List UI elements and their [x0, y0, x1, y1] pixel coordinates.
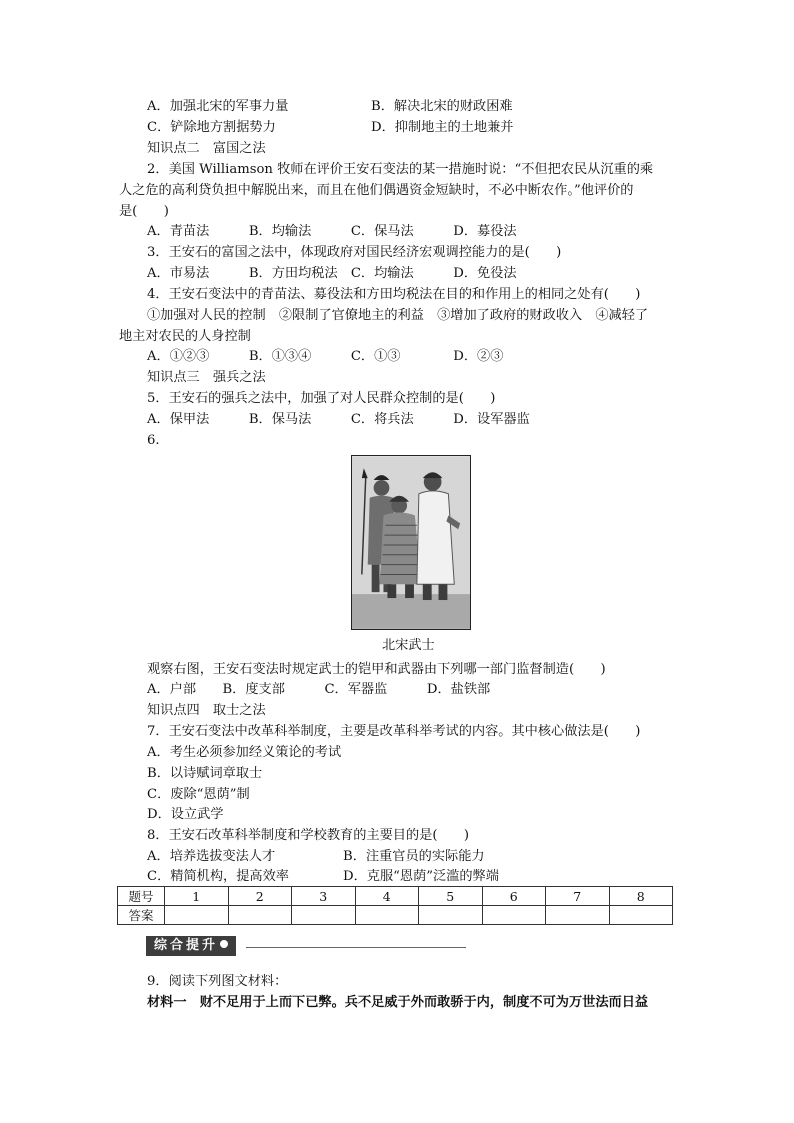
q2-text-line1: 2．美国 Williamson 牧师在评价王安石变法的某一措施时说：“不但把农民从沉重的乘 [147, 162, 654, 177]
q2-text-line2: 人之危的高利贷负担中解脱出来，而且在他们偶遇资金短缺时，不必中断农作。”他评价的 [119, 183, 634, 198]
q8-text: 8．王安石改革科举制度和学校教育的主要目的是( ) [147, 828, 469, 843]
question-number-cell: 7 [546, 887, 610, 906]
q4-statements-line1: ①加强对人民的控制 ②限制了官僚地主的利益 ③增加了政府的财政收入 ④减轻了 [147, 308, 649, 323]
q8-option-b: B．注重官员的实际能力 [343, 849, 485, 864]
bullet-dot-icon [220, 940, 228, 948]
q3-text: 3．王安石的富国之法中，体现政府对国民经济宏观调控能力的是( ) [147, 245, 562, 260]
answer-table [117, 886, 673, 925]
q4-statements-line2: 地主对农民的人身控制 [119, 329, 251, 344]
answer-cell[interactable] [482, 906, 546, 925]
q5-options: A．保甲法 B．保马法 C．将兵法 D．设军器监 [147, 412, 530, 427]
knowledge-point-4: 知识点四 取士之法 [147, 703, 266, 718]
question-number-label: 题号 [118, 887, 165, 906]
q1-option-a: A．加强北宋的军事力量 [147, 99, 289, 114]
question-number-cell: 5 [419, 887, 483, 906]
photo-caption: 北宋武士 [382, 638, 435, 653]
q5-text: 5．王安石的强兵之法中，加强了对人民群众控制的是( ) [147, 391, 496, 406]
table-row [118, 887, 673, 906]
q4-text: 4．王安石变法中的青苗法、募役法和方田均税法在目的和作用上的相同之处有( ) [147, 287, 641, 302]
answer-cell[interactable] [546, 906, 610, 925]
answer-cell[interactable] [355, 906, 419, 925]
section-banner [146, 936, 236, 956]
knowledge-point-3: 知识点三 强兵之法 [147, 370, 266, 385]
q3-options: A．市易法 B．方田均税法 C．均输法 D．免役法 [147, 266, 517, 281]
q7-text: 7．王安石变法中改革科举制度，主要是改革科举考试的内容。其中核心做法是( ) [147, 724, 641, 739]
question-number-cell: 1 [165, 887, 229, 906]
q1-option-d: D．抑制地主的土地兼并 [371, 120, 514, 135]
q7-option-c: C．废除“恩荫”制 [147, 787, 250, 802]
answer-cell[interactable] [609, 906, 673, 925]
q6-options: A．户部 B．度支部 C．军器监 D．盐铁部 [147, 682, 491, 697]
answer-cell[interactable] [292, 906, 356, 925]
q7-option-a: A．考生必须参加经义策论的考试 [147, 745, 342, 760]
northern-song-warriors-photo [351, 455, 471, 630]
section-divider [246, 947, 466, 948]
answer-cell[interactable] [165, 906, 229, 925]
question-number-cell: 6 [482, 887, 546, 906]
table-row [118, 906, 673, 925]
q6-text: 观察右图，王安石变法时规定武士的铠甲和武器由下列哪一部门监督制造( ) [147, 662, 606, 677]
material-1-text: 材料一 财不足用于上而下已弊。兵不足威于外而敢骄于内，制度不可为万世法而日益 [147, 995, 649, 1010]
question-number-cell: 3 [292, 887, 356, 906]
answer-cell[interactable] [228, 906, 292, 925]
q1-option-b: B．解决北宋的财政困难 [371, 99, 513, 114]
q1-option-c: C．铲除地方割据势力 [147, 120, 276, 135]
q7-option-b: B．以诗赋词章取士 [147, 766, 263, 781]
q4-options: A．①②③ B．①③④ C．①③ D．②③ [147, 349, 504, 364]
warriors-illustration [352, 456, 470, 629]
question-number-cell: 4 [355, 887, 419, 906]
q8-option-a: A．培养选拔变法人才 [147, 849, 276, 864]
answer-cell[interactable] [419, 906, 483, 925]
q9-text: 9．阅读下列图文材料： [147, 974, 288, 989]
q7-option-d: D．设立武学 [147, 807, 224, 822]
q2-options: A．青苗法 B．均输法 C．保马法 D．募役法 [147, 224, 517, 239]
knowledge-point-2: 知识点二 富国之法 [147, 141, 266, 156]
q2-text-line3: 是( ) [119, 204, 169, 219]
q6-number: 6. [147, 433, 160, 448]
q8-option-d: D．克服“恩荫”泛滥的弊端 [343, 869, 499, 884]
q8-option-c: C．精简机构，提高效率 [147, 869, 289, 884]
question-number-cell: 2 [228, 887, 292, 906]
question-number-cell: 8 [609, 887, 673, 906]
section-banner-label: 综合提升 [154, 938, 219, 953]
answer-label: 答案 [118, 906, 165, 925]
